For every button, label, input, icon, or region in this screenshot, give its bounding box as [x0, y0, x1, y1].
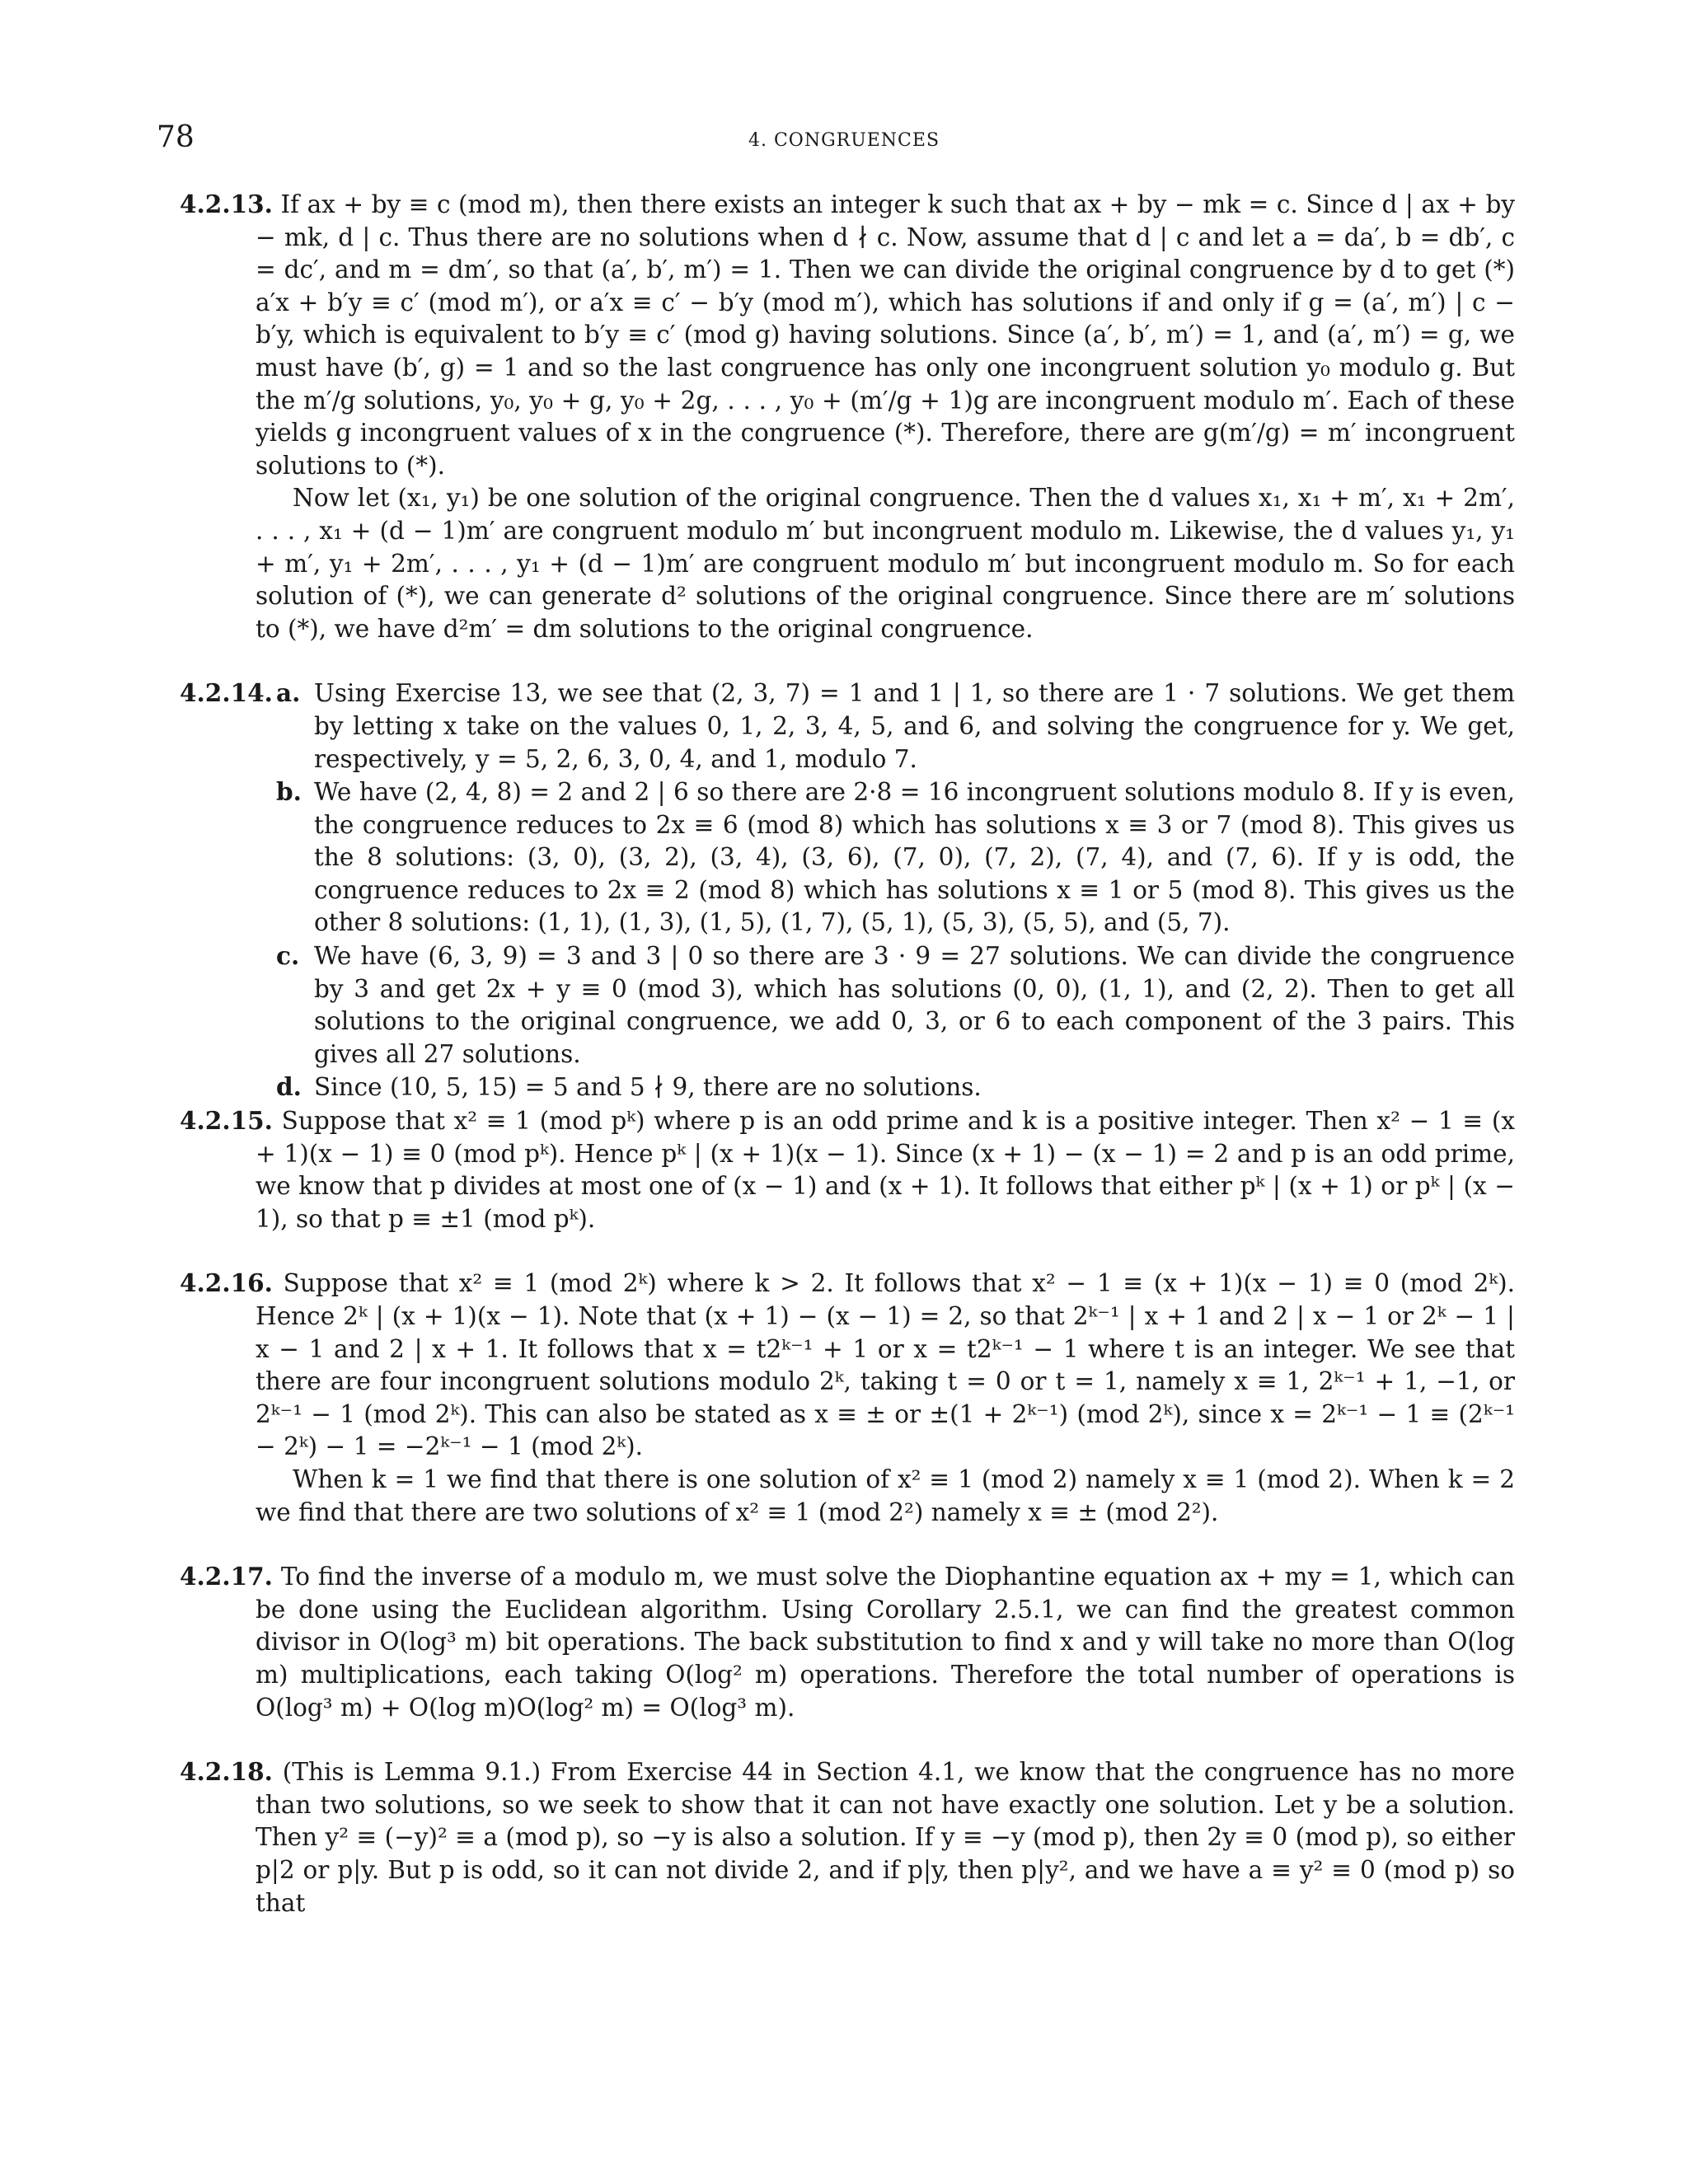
exercise-number: 4.2.13. — [180, 190, 273, 218]
exercise-text: Suppose that x² ≡ 1 (mod pᵏ) where p is an odd prime and k is a positive integer. Then x² − 1 ≡ (x + 1)(x − 1) ≡ 0 (mod pᵏ). Hence pᵏ | (x + 1)(x − 1). Since (x + 1) − (x − 1) = 2 and p is an odd prime, we know that p divides at most one of (x − 1) and (x + 1). It follows that either pᵏ | (x + 1) or pᵏ | (x − 1), so that p ≡ ±1 (mod pᵏ). — [256, 1107, 1515, 1233]
part-text: Using Exercise 13, we see that (2, 3, 7) = 1 and 1 | 1, so there are 1 · 7 solutions. We get them by letting x take on the values 0, 1, 2, 3, 4, 5, and 6, and solving the congruence for y. We get, respectively, y = 5, 2, 6, 3, 0, 4, and 1, modulo 7. — [314, 679, 1515, 773]
part-label: a. — [276, 678, 301, 708]
exercise-4-2-14 — [180, 677, 1515, 1104]
part-text: Since (10, 5, 15) = 5 and 5 ∤ 9, there are no solutions. — [314, 1073, 982, 1102]
exercise-4-2-13 — [180, 188, 1515, 645]
page-content — [180, 188, 1515, 1951]
exercise-text: To find the inverse of a modulo m, we must solve the Diophantine equation ax + my = 1, which can be done using the Euclidean algorithm. Using Corollary 2.5.1, we can find the greatest common divisor in O(log³ m) bit operations. The back substitution to find x and y will take no more than O(log m) multiplications, each taking O(log² m) operations. Therefore the total number of operations is O(log³ m) + O(log m)O(log² m) = O(log³ m). — [256, 1563, 1515, 1722]
exercise-number: 4.2.18. — [180, 1757, 273, 1787]
exercise-4-2-15 — [180, 1104, 1515, 1235]
exercise-4-2-16 — [180, 1267, 1515, 1529]
page-number: 78 — [157, 120, 195, 154]
exercise-number: 4.2.17. — [180, 1562, 273, 1591]
exercise-4-2-18 — [180, 1755, 1515, 1919]
part-label: d. — [276, 1072, 302, 1102]
exercise-number: 4.2.15. — [180, 1106, 273, 1136]
exercise-text: (This is Lemma 9.1.) From Exercise 44 in Section 4.1, we know that the congruence has no more than two solutions, so we seek to show that it can not have exactly one solution. Let y be a solution. Then y² ≡ (−y)² ≡ a (mod p), so −y is also a solution. If y ≡ −y (mod p), then 2y ≡ 0 (mod p), so either p|2 or p|y. But p is odd, so it can not divide 2, and if p|y, then p|y², and we have a ≡ y² ≡ 0 (mod p) so that — [256, 1758, 1515, 1917]
exercise-text: If ax + by ≡ c (mod m), then there exists an integer k such that ax + by − mk = c. Since d | ax + by − mk, d | c. Thus there are no solutions when d ∤ c. Now, assume that d | c and let a = da′, b = db′, c = dc′, and m = dm′, so that (a′, b′, m′) = 1. Then we can divide the original congruence by d to get (*) a′x + b′y ≡ c′ (mod m′), or a′x ≡ c′ − b′y (mod m′), which has solutions if and only if g = (a′, m′) | c − b′y, which is equivalent to b′y ≡ c′ (mod g) having solutions. Since (a′, b′, m′) = 1, and (a′, m′) = g, we must have (b′, g) = 1 and so the last congruence has only one incongruent solution y₀ modulo g. But the m′/g solutions, y₀, y₀ + g, y₀ + 2g, . . . , y₀ + (m′/g + 1)g are incongruent modulo m′. Each of these yields g incongruent values of x in the congruence (*). Therefore, there are g(m′/g) = m′ incongruent solutions to (*). — [256, 190, 1515, 480]
exercise-text: Suppose that x² ≡ 1 (mod 2ᵏ) where k > 2. It follows that x² − 1 ≡ (x + 1)(x − 1) ≡ 0 (mod 2ᵏ). Hence 2ᵏ | (x + 1)(x − 1). Note that (x + 1) − (x − 1) = 2, so that 2ᵏ⁻¹ | x + 1 and 2 | x − 1 or 2ᵏ − 1 | x − 1 and 2 | x + 1. It follows that x = t2ᵏ⁻¹ + 1 or x = t2ᵏ⁻¹ − 1 where t is an integer. We see that there are four incongruent solutions modulo 2ᵏ, taking t = 0 or t = 1, namely x ≡ 1, 2ᵏ⁻¹ + 1, −1, or 2ᵏ⁻¹ − 1 (mod 2ᵏ). This can also be stated as x ≡ ± or ±(1 + 2ᵏ⁻¹) (mod 2ᵏ), since x = 2ᵏ⁻¹ − 1 ≡ (2ᵏ⁻¹ − 2ᵏ) − 1 = −2ᵏ⁻¹ − 1 (mod 2ᵏ). — [256, 1269, 1515, 1461]
exercise-text: Now let (x₁, y₁) be one solution of the original congruence. Then the d values x₁, x₁ + m′, x₁ + 2m′, . . . , x₁ + (d − 1)m′ are congruent modulo m′ but incongruent modulo m. Likewise, the d values y₁, y₁ + m′, y₁ + 2m′, . . . , y₁ + (d − 1)m′ are congruent modulo m′ but incongruent modulo m. So for each solution of (*), we can generate d² solutions of the original congruence. Since there are m′ solutions to (*), we have d²m′ = dm solutions to the original congruence. — [256, 484, 1515, 643]
part-label: c. — [276, 941, 300, 971]
part-label: b. — [276, 777, 302, 807]
exercise-number: 4.2.16. — [180, 1268, 273, 1298]
exercise-number: 4.2.14. — [180, 678, 273, 708]
part-text: We have (2, 4, 8) = 2 and 2 | 6 so there are 2·8 = 16 incongruent solutions modulo 8. If y is even, the congruence reduces to 2x ≡ 6 (mod 8) which has solutions x ≡ 3 or 7 (mod 8). This gives us the 8 solutions: (3, 0), (3, 2), (3, 4), (3, 6), (7, 0), (7, 2), (7, 4), and (7, 6). If y is odd, the congruence reduces to 2x ≡ 2 (mod 8) which has solutions x ≡ 1 or 5 (mod 8). This gives us the other 8 solutions: (1, 1), (1, 3), (1, 5), (1, 7), (5, 1), (5, 3), (5, 5), and (5, 7). — [314, 778, 1515, 937]
running-title: 4. CONGRUENCES — [748, 130, 940, 151]
exercise-text: When k = 1 we find that there is one solution of x² ≡ 1 (mod 2) namely x ≡ 1 (mod 2). When k = 2 we find that there are two solutions of x² ≡ 1 (mod 2²) namely x ≡ ± (mod 2²). — [256, 1465, 1515, 1526]
exercise-4-2-17 — [180, 1560, 1515, 1724]
part-text: We have (6, 3, 9) = 3 and 3 | 0 so there are 3 · 9 = 27 solutions. We can divide the congruence by 3 and get 2x + y ≡ 0 (mod 3), which has solutions (0, 0), (1, 1), and (2, 2). Then to get all solutions to the original congruence, we add 0, 3, or 6 to each component of the 3 pairs. This gives all 27 solutions. — [314, 942, 1515, 1068]
